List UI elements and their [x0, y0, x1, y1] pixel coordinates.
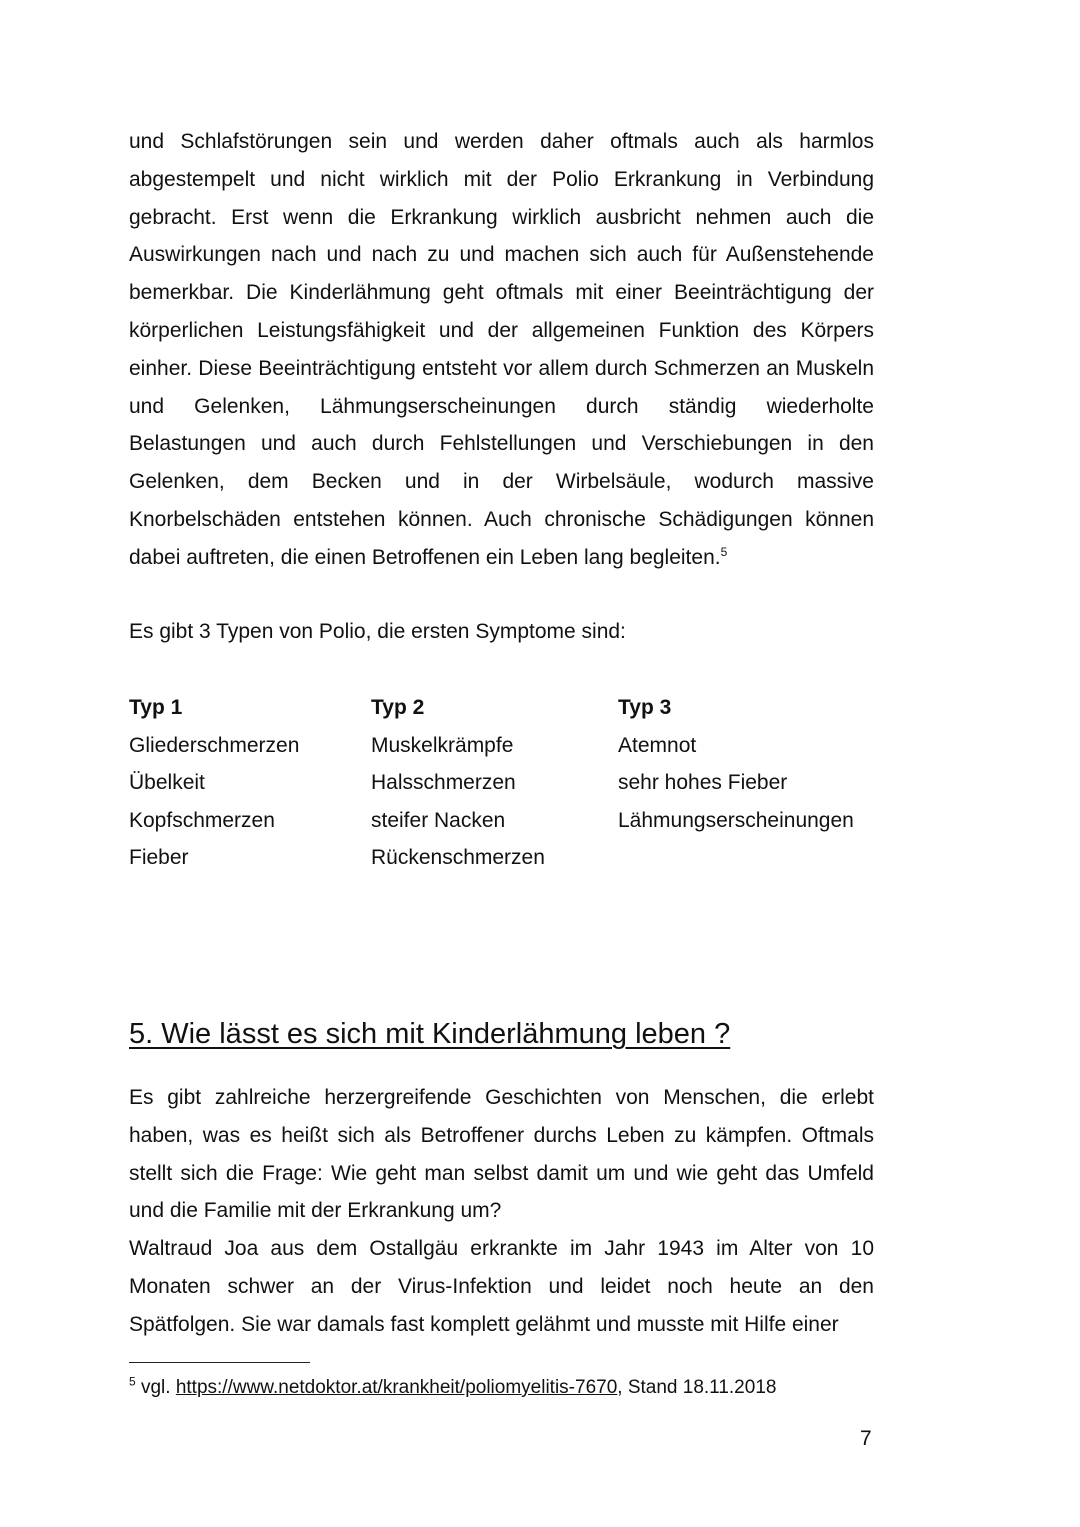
- symptom-item: Atemnot: [618, 733, 697, 757]
- page-number: 7: [860, 1427, 872, 1450]
- body-paragraph-1-text: und Schlafstörungen sein und werden daher oftmals auch als harmlos abgestempelt und nicht wirklich mit der Polio Erkrankung in Verbindung gebracht. Erst wenn die Erkrankung wirklich ausbricht nehmen auch die Auswirkungen nach und nach zu und machen sich auch für Außenstehende bemerkbar. Die Kinderlähmung geht oftmals mit einer Beeinträchtigung der körperlichen Leistungsfähigkeit und der allgemeinen Funktion des Körpers einher. Diese Beeinträchtigung entsteht vor allem durch Schmerzen an Muskeln und Gelenken, Lähmungserscheinungen durch ständig wiederholte Belastungen und auch durch Fehlstellungen und Verschiebungen in den Gelenken, dem Becken und in der Wirbelsäule, wodurch massive Knorbelschäden entstehen können. Auch chronische Schädigungen können dabei auftreten, die einen Betroffenen ein Leben lang begleiten.: [129, 130, 874, 569]
- symptom-item: Lähmungserscheinungen: [618, 808, 854, 832]
- type-heading: Typ 3: [618, 696, 672, 719]
- symptom-item: steifer Nacken: [371, 808, 506, 832]
- type-heading: Typ 1: [129, 696, 183, 719]
- section-heading: 5. Wie lässt es sich mit Kinderlähmung leben ?: [129, 1018, 731, 1050]
- type-column-2: [371, 689, 601, 877]
- footnote: [129, 1375, 776, 1401]
- symptom-item: Muskelkrämpfe: [371, 733, 514, 757]
- type-column-1: [129, 689, 359, 877]
- type-heading: Typ 2: [371, 696, 425, 719]
- footnote-prefix: vgl.: [140, 1377, 176, 1398]
- footnote-link[interactable]: https://www.netdoktor.at/krankheit/poliomyelitis-7670: [175, 1377, 618, 1398]
- symptom-item: Kopfschmerzen: [129, 808, 275, 832]
- body-paragraph-1: [129, 123, 874, 577]
- types-intro: Es gibt 3 Typen von Polio, die ersten Symptome sind:: [129, 620, 626, 643]
- symptom-item: Gliederschmerzen: [129, 733, 300, 757]
- symptom-item: Übelkeit: [129, 771, 205, 795]
- symptom-item: Fieber: [129, 846, 189, 870]
- footnote-divider: [129, 1362, 310, 1363]
- symptom-item: Rückenschmerzen: [371, 846, 545, 870]
- type-column-3: [618, 689, 878, 839]
- footnote-number: 5: [129, 1374, 136, 1389]
- body-paragraph-3: Waltraud Joa aus dem Ostallgäu erkrankte im Jahr 1943 im Alter von 10 Monaten schwer an der Virus-Infektion und leidet noch heute an den Spätfolgen. Sie war damals fast komplett gelähmt und musste mit Hilfe einer: [129, 1237, 874, 1336]
- footnote-reference[interactable]: 5: [720, 544, 728, 559]
- body-paragraph-2: Es gibt zahlreiche herzergreifende Geschichten von Menschen, die erlebt haben, was es heißt sich als Betroffener durchs Leben zu kämpfen. Oftmals stellt sich die Frage: Wie geht man selbst damit um und wie geht das Umfeld und die Familie mit der Erkrankung um?: [129, 1086, 874, 1223]
- symptom-item: Halsschmerzen: [371, 771, 516, 795]
- symptom-item: sehr hohes Fieber: [618, 771, 788, 795]
- footnote-suffix: , Stand 18.11.2018: [617, 1377, 777, 1398]
